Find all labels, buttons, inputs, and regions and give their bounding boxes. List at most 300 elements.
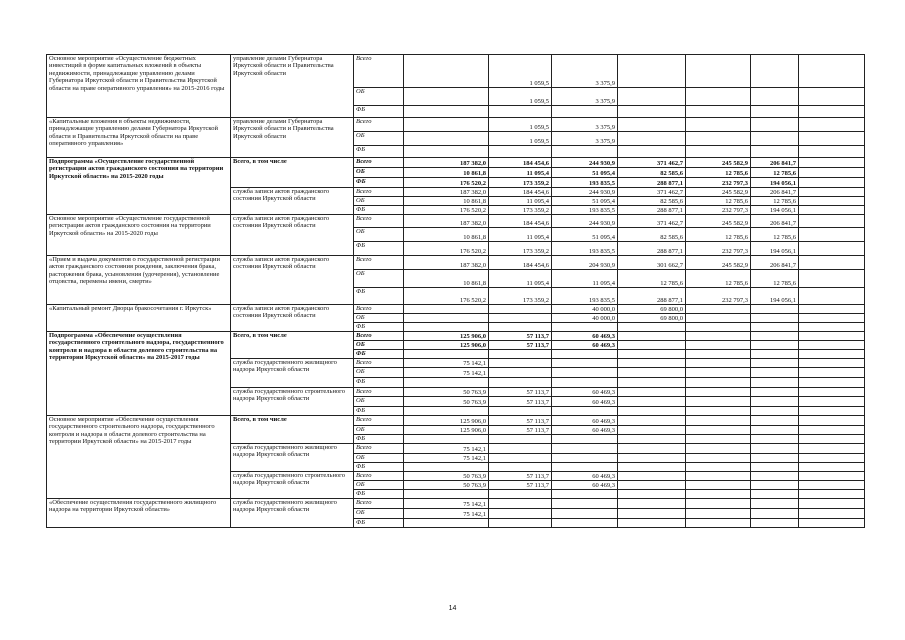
responsible-cell: служба государственного жилищного надзора Иркутской области [231, 444, 354, 472]
value-cell [799, 481, 865, 490]
value-cell: 173 359,2 [489, 242, 552, 256]
value-cell [618, 519, 686, 528]
value-cell [751, 499, 799, 509]
value-cell: 245 582,9 [686, 215, 751, 228]
value-cell: 184 454,6 [489, 215, 552, 228]
funding-source-cell: ОБ [354, 481, 404, 490]
funding-source-cell: ОБ [354, 88, 404, 106]
value-cell: 1 059,5 [489, 132, 552, 146]
value-cell: 288 877,1 [618, 206, 686, 215]
value-cell [618, 350, 686, 359]
value-cell [751, 378, 799, 388]
value-cell [799, 463, 865, 472]
funding-source-cell: ФБ [354, 490, 404, 499]
value-cell: 371 462,7 [618, 158, 686, 168]
value-cell: 60 469,3 [552, 472, 618, 481]
responsible-cell: служба государственного строительного надзора Иркутской области [231, 472, 354, 499]
table-row [47, 416, 865, 426]
value-cell: 11 095,4 [489, 197, 552, 206]
value-cell [404, 106, 489, 118]
value-cell: 176 520,2 [404, 242, 489, 256]
value-cell [686, 332, 751, 341]
value-cell: 301 662,7 [618, 256, 686, 270]
value-cell [618, 118, 686, 132]
funding-source-cell: ОБ [354, 197, 404, 206]
value-cell: 204 930,9 [552, 256, 618, 270]
funding-source-cell: ОБ [354, 314, 404, 323]
value-cell [751, 350, 799, 359]
value-cell [686, 435, 751, 444]
value-cell [552, 106, 618, 118]
value-cell [751, 341, 799, 350]
value-cell: 12 785,6 [686, 168, 751, 178]
value-cell: 187 382,0 [404, 215, 489, 228]
value-cell [751, 88, 799, 106]
value-cell: 11 095,4 [489, 270, 552, 288]
funding-source-cell: Всего [354, 188, 404, 197]
funding-source-cell: Всего [354, 472, 404, 481]
value-cell [751, 332, 799, 341]
funding-source-cell: ОБ [354, 341, 404, 350]
funding-source-cell: ФБ [354, 378, 404, 388]
value-cell [618, 388, 686, 397]
value-cell [751, 435, 799, 444]
value-cell: 11 095,4 [489, 168, 552, 178]
value-cell [686, 509, 751, 519]
value-cell: 232 797,3 [686, 242, 751, 256]
value-cell [618, 368, 686, 378]
value-cell [751, 407, 799, 416]
value-cell: 60 469,3 [552, 426, 618, 435]
value-cell [404, 146, 489, 158]
value-cell [751, 397, 799, 407]
value-cell [799, 397, 865, 407]
funding-source-cell: ФБ [354, 323, 404, 332]
value-cell: 288 877,1 [618, 178, 686, 188]
value-cell: 206 841,7 [751, 256, 799, 270]
value-cell [489, 368, 552, 378]
value-cell [618, 378, 686, 388]
value-cell [489, 323, 552, 332]
table-row [47, 256, 865, 270]
activity-name-cell: «Обеспечение осуществления государственного жилищного надзора на территории Иркутской области» [47, 499, 231, 528]
value-cell: 12 785,6 [686, 228, 751, 242]
value-cell [799, 350, 865, 359]
value-cell [686, 341, 751, 350]
activity-name-cell: Основное мероприятие «Осуществление бюджетных инвестиций в форме капитальных вложений в объекты недвижимости, принадлежащие управлению делами Губернатора Иркутской области и Правительства Иркутской области на праве оперативного управления» на 2015-2016 годы [47, 55, 231, 118]
value-cell: 193 835,5 [552, 242, 618, 256]
value-cell [686, 397, 751, 407]
value-cell [799, 256, 865, 270]
value-cell [751, 454, 799, 463]
value-cell [618, 472, 686, 481]
value-cell [686, 88, 751, 106]
value-cell [751, 118, 799, 132]
value-cell [489, 519, 552, 528]
value-cell [404, 407, 489, 416]
table-row [47, 305, 865, 314]
value-cell: 244 930,9 [552, 215, 618, 228]
value-cell [799, 454, 865, 463]
value-cell [404, 55, 489, 88]
value-cell: 206 841,7 [751, 158, 799, 168]
funding-source-cell: ОБ [354, 228, 404, 242]
value-cell: 125 906,0 [404, 426, 489, 435]
value-cell: 125 906,0 [404, 341, 489, 350]
funding-source-cell: Всего [354, 256, 404, 270]
value-cell [799, 118, 865, 132]
value-cell [404, 463, 489, 472]
value-cell [686, 416, 751, 426]
value-cell: 60 469,3 [552, 397, 618, 407]
value-cell [489, 463, 552, 472]
activity-name-cell: Подпрограмма «Осуществление государственной регистрации актов гражданского состояния на территории Иркутской области» на 2015-2020 годы [47, 158, 231, 215]
value-cell [686, 55, 751, 88]
value-cell [618, 499, 686, 509]
value-cell [618, 88, 686, 106]
value-cell [751, 388, 799, 397]
value-cell: 57 113,7 [489, 472, 552, 481]
value-cell [404, 314, 489, 323]
value-cell: 125 906,0 [404, 416, 489, 426]
funding-source-cell: ОБ [354, 168, 404, 178]
value-cell [552, 454, 618, 463]
funding-source-cell: ОБ [354, 454, 404, 463]
value-cell [751, 416, 799, 426]
value-cell [404, 323, 489, 332]
value-cell [751, 359, 799, 368]
value-cell [751, 509, 799, 519]
budget-table [46, 54, 865, 528]
value-cell [404, 490, 489, 499]
value-cell [799, 509, 865, 519]
value-cell: 187 382,0 [404, 256, 489, 270]
value-cell [618, 332, 686, 341]
value-cell: 206 841,7 [751, 215, 799, 228]
value-cell: 60 469,3 [552, 341, 618, 350]
value-cell [552, 444, 618, 454]
value-cell [404, 350, 489, 359]
value-cell: 371 462,7 [618, 188, 686, 197]
value-cell [799, 270, 865, 288]
value-cell: 12 785,6 [751, 197, 799, 206]
responsible-cell: Всего, в том числе [231, 332, 354, 359]
value-cell [751, 519, 799, 528]
value-cell [404, 132, 489, 146]
page-number: 14 [448, 605, 457, 612]
value-cell [552, 490, 618, 499]
value-cell: 50 763,9 [404, 388, 489, 397]
value-cell [799, 426, 865, 435]
value-cell [618, 416, 686, 426]
value-cell: 75 142,1 [404, 444, 489, 454]
value-cell: 288 877,1 [618, 288, 686, 305]
value-cell [489, 146, 552, 158]
responsible-cell: управление делами Губернатора Иркутской области и Правительства Иркутской области [231, 55, 354, 118]
value-cell: 125 906,0 [404, 332, 489, 341]
value-cell [686, 323, 751, 332]
value-cell [686, 463, 751, 472]
value-cell [799, 305, 865, 314]
value-cell [489, 490, 552, 499]
value-cell [751, 106, 799, 118]
value-cell [799, 435, 865, 444]
funding-source-cell: ОБ [354, 509, 404, 519]
value-cell: 10 861,8 [404, 168, 489, 178]
value-cell: 82 585,6 [618, 168, 686, 178]
funding-source-cell: Всего [354, 215, 404, 228]
value-cell: 69 800,0 [618, 305, 686, 314]
value-cell [552, 435, 618, 444]
value-cell [618, 481, 686, 490]
value-cell [686, 368, 751, 378]
responsible-cell: Всего, в том числе [231, 416, 354, 444]
activity-name-cell: Основное мероприятие «Обеспечение осуществления государственного строительного надзора, государственного контроля и надзора в области долевого строительства на территории Иркутской области» на 2015-2017 годы [47, 416, 231, 499]
funding-source-cell: ОБ [354, 397, 404, 407]
value-cell [799, 146, 865, 158]
value-cell [799, 472, 865, 481]
responsible-cell: служба записи актов гражданского состояния Иркутской области [231, 305, 354, 332]
value-cell: 245 582,9 [686, 256, 751, 270]
value-cell [686, 407, 751, 416]
funding-source-cell: Всего [354, 359, 404, 368]
table-row [47, 118, 865, 132]
table-row [47, 332, 865, 341]
value-cell [404, 519, 489, 528]
funding-source-cell: Всего [354, 118, 404, 132]
value-cell: 10 861,8 [404, 270, 489, 288]
value-cell: 1 059,5 [489, 118, 552, 132]
funding-source-cell: ФБ [354, 407, 404, 416]
value-cell: 12 785,6 [751, 270, 799, 288]
value-cell [552, 368, 618, 378]
value-cell [751, 426, 799, 435]
value-cell: 176 520,2 [404, 206, 489, 215]
responsible-cell: служба государственного жилищного надзора Иркутской области [231, 499, 354, 528]
value-cell: 12 785,6 [751, 228, 799, 242]
value-cell: 57 113,7 [489, 332, 552, 341]
value-cell [799, 341, 865, 350]
value-cell: 12 785,6 [751, 168, 799, 178]
value-cell [799, 407, 865, 416]
value-cell: 51 095,4 [552, 228, 618, 242]
value-cell [618, 359, 686, 368]
value-cell [404, 118, 489, 132]
value-cell [404, 305, 489, 314]
value-cell [489, 499, 552, 509]
value-cell [686, 472, 751, 481]
value-cell [552, 499, 618, 509]
funding-source-cell: ФБ [354, 350, 404, 359]
value-cell: 12 785,6 [686, 270, 751, 288]
value-cell: 232 797,3 [686, 288, 751, 305]
value-cell [489, 106, 552, 118]
value-cell [618, 407, 686, 416]
activity-name-cell: «Капитальные вложения в объекты недвижимости, принадлежащие управлению делами Губернатора Иркутской области и Правительства Иркутской области на праве оперативного управления» [47, 118, 231, 158]
value-cell [686, 490, 751, 499]
value-cell: 187 382,0 [404, 158, 489, 168]
value-cell: 11 095,4 [489, 228, 552, 242]
value-cell: 10 861,8 [404, 228, 489, 242]
value-cell [799, 519, 865, 528]
value-cell [489, 444, 552, 454]
funding-source-cell: ФБ [354, 288, 404, 305]
value-cell: 57 113,7 [489, 416, 552, 426]
funding-source-cell: Всего [354, 388, 404, 397]
funding-source-cell: ФБ [354, 206, 404, 215]
funding-source-cell: Всего [354, 158, 404, 168]
funding-source-cell: ОБ [354, 132, 404, 146]
value-cell: 193 835,5 [552, 206, 618, 215]
value-cell: 60 469,3 [552, 388, 618, 397]
value-cell: 10 861,8 [404, 197, 489, 206]
value-cell: 194 056,1 [751, 242, 799, 256]
responsible-cell: управление делами Губернатора Иркутской области и Правительства Иркутской области [231, 118, 354, 158]
value-cell: 75 142,1 [404, 454, 489, 463]
value-cell [751, 463, 799, 472]
value-cell [489, 435, 552, 444]
funding-source-cell: Всего [354, 305, 404, 314]
value-cell [618, 454, 686, 463]
funding-source-cell: ОБ [354, 426, 404, 435]
funding-source-cell: ФБ [354, 519, 404, 528]
value-cell [799, 499, 865, 509]
funding-source-cell: ОБ [354, 270, 404, 288]
value-cell: 50 763,9 [404, 397, 489, 407]
value-cell: 40 000,0 [552, 305, 618, 314]
value-cell: 57 113,7 [489, 426, 552, 435]
value-cell [799, 132, 865, 146]
value-cell [618, 146, 686, 158]
funding-source-cell: ФБ [354, 146, 404, 158]
value-cell [686, 106, 751, 118]
value-cell [799, 215, 865, 228]
value-cell [618, 426, 686, 435]
value-cell: 206 841,7 [751, 188, 799, 197]
value-cell [686, 519, 751, 528]
value-cell: 57 113,7 [489, 388, 552, 397]
value-cell: 51 095,4 [552, 197, 618, 206]
value-cell [686, 132, 751, 146]
value-cell [799, 378, 865, 388]
value-cell [799, 359, 865, 368]
value-cell [489, 350, 552, 359]
value-cell [618, 341, 686, 350]
value-cell [686, 388, 751, 397]
value-cell: 3 375,9 [552, 118, 618, 132]
value-cell [686, 454, 751, 463]
table-row [47, 499, 865, 509]
value-cell [799, 188, 865, 197]
value-cell: 60 469,3 [552, 416, 618, 426]
value-cell: 3 375,9 [552, 55, 618, 88]
value-cell [686, 350, 751, 359]
funding-source-cell: ФБ [354, 178, 404, 188]
value-cell: 184 454,6 [489, 256, 552, 270]
value-cell: 82 585,6 [618, 228, 686, 242]
value-cell [799, 228, 865, 242]
value-cell: 173 359,2 [489, 206, 552, 215]
value-cell: 75 142,1 [404, 359, 489, 368]
value-cell [686, 426, 751, 435]
value-cell [618, 509, 686, 519]
value-cell [799, 206, 865, 215]
value-cell [686, 444, 751, 454]
funding-source-cell: Всего [354, 416, 404, 426]
value-cell: 57 113,7 [489, 397, 552, 407]
value-cell [799, 490, 865, 499]
value-cell [404, 435, 489, 444]
value-cell [552, 378, 618, 388]
value-cell [799, 416, 865, 426]
value-cell [489, 305, 552, 314]
value-cell [751, 132, 799, 146]
value-cell: 50 763,9 [404, 481, 489, 490]
value-cell [799, 288, 865, 305]
value-cell: 40 000,0 [552, 314, 618, 323]
value-cell: 75 142,1 [404, 368, 489, 378]
value-cell: 173 359,2 [489, 288, 552, 305]
value-cell: 1 059,5 [489, 88, 552, 106]
value-cell [751, 472, 799, 481]
value-cell [686, 305, 751, 314]
value-cell: 12 785,6 [618, 270, 686, 288]
value-cell [799, 314, 865, 323]
value-cell [751, 490, 799, 499]
responsible-cell: служба записи актов гражданского состояния Иркутской области [231, 215, 354, 256]
value-cell [799, 55, 865, 88]
value-cell: 244 930,9 [552, 188, 618, 197]
value-cell [489, 359, 552, 368]
funding-source-cell: ФБ [354, 106, 404, 118]
value-cell [489, 454, 552, 463]
value-cell [552, 323, 618, 332]
value-cell: 245 582,9 [686, 158, 751, 168]
value-cell: 193 835,5 [552, 288, 618, 305]
value-cell [799, 158, 865, 168]
value-cell [799, 323, 865, 332]
value-cell: 176 520,2 [404, 288, 489, 305]
value-cell: 184 454,6 [489, 188, 552, 197]
value-cell [552, 359, 618, 368]
responsible-cell: служба государственного строительного надзора Иркутской области [231, 388, 354, 416]
value-cell [799, 242, 865, 256]
value-cell: 187 382,0 [404, 188, 489, 197]
value-cell [751, 323, 799, 332]
responsible-cell: служба записи актов гражданского состояния Иркутской области [231, 256, 354, 305]
value-cell [618, 444, 686, 454]
value-cell [751, 314, 799, 323]
value-cell: 1 059,5 [489, 55, 552, 88]
value-cell [686, 378, 751, 388]
value-cell [552, 350, 618, 359]
value-cell [618, 463, 686, 472]
value-cell: 193 835,5 [552, 178, 618, 188]
value-cell [618, 132, 686, 146]
value-cell: 244 930,9 [552, 158, 618, 168]
value-cell [618, 55, 686, 88]
value-cell [799, 88, 865, 106]
value-cell: 176 520,2 [404, 178, 489, 188]
value-cell [751, 305, 799, 314]
value-cell [686, 481, 751, 490]
funding-source-cell: Всего [354, 55, 404, 88]
value-cell [552, 463, 618, 472]
responsible-cell: Всего, в том числе [231, 158, 354, 188]
funding-source-cell: ОБ [354, 368, 404, 378]
funding-source-cell: ФБ [354, 435, 404, 444]
value-cell [686, 146, 751, 158]
